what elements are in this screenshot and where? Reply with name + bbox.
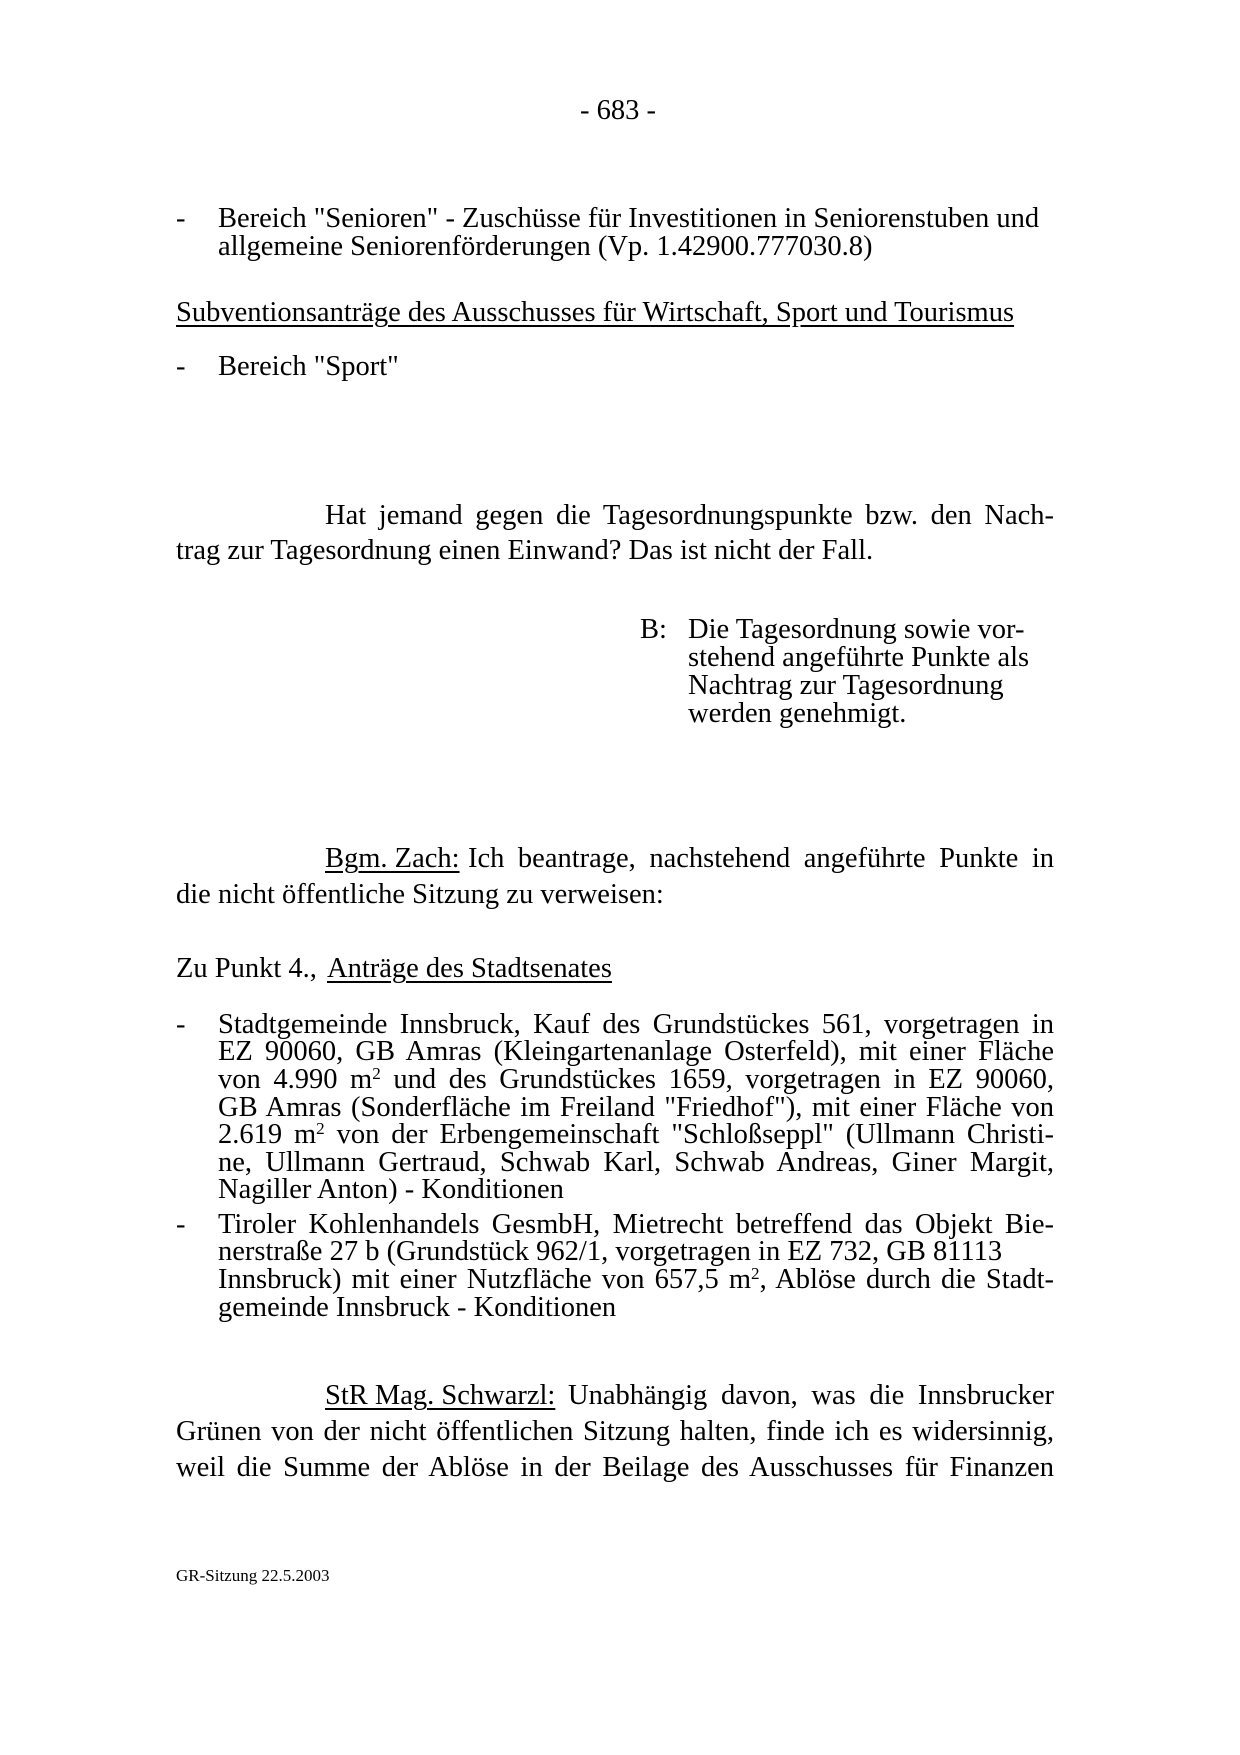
item1-line-3-rest: und des Grundstückes 1659, vorgetragen in EZ 90060, [380, 1064, 1054, 1095]
superscript-2: 2 [751, 1263, 760, 1283]
item2-area: Innsbruck) mit einer Nutzfläche von 657,5 m [218, 1264, 752, 1295]
resolution-label: B: [640, 614, 667, 645]
superscript-2: 2 [316, 1118, 325, 1138]
speaker-name: Bgm. Zach: [325, 843, 460, 874]
superscript-2: 2 [372, 1063, 381, 1083]
item1-line-5-rest: von der Erbengemeinschaft "Schloßseppl" (Ullmann Christi- [324, 1119, 1054, 1150]
item1-line-5 [218, 1118, 1054, 1150]
item1-line-1: Stadtgemeinde Innsbruck, Kauf des Grundstückes 561, vorgetragen in [218, 1009, 1054, 1040]
speaker-name: StR Mag. Schwarzl: [325, 1380, 556, 1411]
item2-line-4: gemeinde Innsbruck - Konditionen [218, 1292, 617, 1323]
page-number: - 683 - [580, 95, 656, 126]
item1-line-7: Nagiller Anton) - Konditionen [218, 1174, 564, 1205]
schwarzl-line-1: Unabhängig davon, was die Innsbrucker [568, 1380, 1054, 1411]
punkt-prefix: Zu Punkt 4., [176, 953, 317, 984]
question-line-1: Hat jemand gegen die Tagesordnungspunkte bzw. den Nach- [325, 500, 1054, 531]
sport-item: Bereich "Sport" [218, 351, 399, 382]
question-line-2: trag zur Tagesordnung einen Einwand? Das ist nicht der Fall. [176, 535, 874, 566]
item2-line-3-rest: , Ablöse durch die Stadt- [759, 1264, 1054, 1295]
item1-line-4: GB Amras (Sonderfläche im Freiland "Friedhof"), mit einer Fläche von [218, 1092, 1054, 1123]
item1-area-2: 2.619 m [218, 1119, 317, 1150]
schwarzl-line-2: Grünen von der nicht öffentlichen Sitzung halten, finde ich es widersinnig, [176, 1416, 1054, 1447]
motion-line-2: die nicht öffentliche Sitzung zu verweisen: [176, 879, 664, 910]
item2-line-2: nerstraße 27 b (Grundstück 962/1, vorgetragen in EZ 732, GB 81113 [218, 1236, 1003, 1267]
resolution-line: Die Tagesordnung sowie vor- [688, 614, 1025, 645]
page-footer: GR-Sitzung 22.5.2003 [176, 1566, 330, 1585]
resolution-line: werden genehmigt. [688, 698, 907, 729]
section-heading-wirtschaft: Subventionsanträge des Ausschusses für Wirtschaft, Sport und Tourismus [176, 297, 1015, 328]
senioren-item-line-2: allgemeine Seniorenförderungen (Vp. 1.42900.777030.8) [218, 231, 873, 262]
bullet-dash: - [176, 1009, 186, 1040]
bullet-dash: - [176, 351, 186, 382]
item1-line-2: EZ 90060, GB Amras (Kleingartenanlage Osterfeld), mit einer Fläche [218, 1036, 1054, 1067]
resolution-line: stehend angeführte Punkte als [688, 642, 1030, 673]
item2-line-1: Tiroler Kohlenhandels GesmbH, Mietrecht betreffend das Objekt Bie- [218, 1209, 1054, 1240]
schwarzl-line-3: weil die Summe der Ablöse in der Beilage des Ausschusses für Finanzen [176, 1452, 1054, 1483]
item2-line-3 [218, 1263, 1054, 1295]
punkt-title: Anträge des Stadtsenates [327, 953, 612, 984]
item1-line-3 [218, 1063, 1054, 1095]
bullet-dash: - [176, 1209, 186, 1240]
motion-line-1: Ich beantrage, nachstehend angeführte Punkte in [468, 843, 1054, 874]
resolution-line: Nachtrag zur Tagesordnung [688, 670, 1004, 701]
senioren-item-line-1: Bereich "Senioren" - Zuschüsse für Investitionen in Seniorenstuben und [218, 203, 1040, 234]
bullet-dash: - [176, 203, 186, 234]
item1-line-6: ne, Ullmann Gertraud, Schwab Karl, Schwab Andreas, Giner Margit, [218, 1147, 1054, 1178]
item1-area-1: von 4.990 m [218, 1064, 373, 1095]
